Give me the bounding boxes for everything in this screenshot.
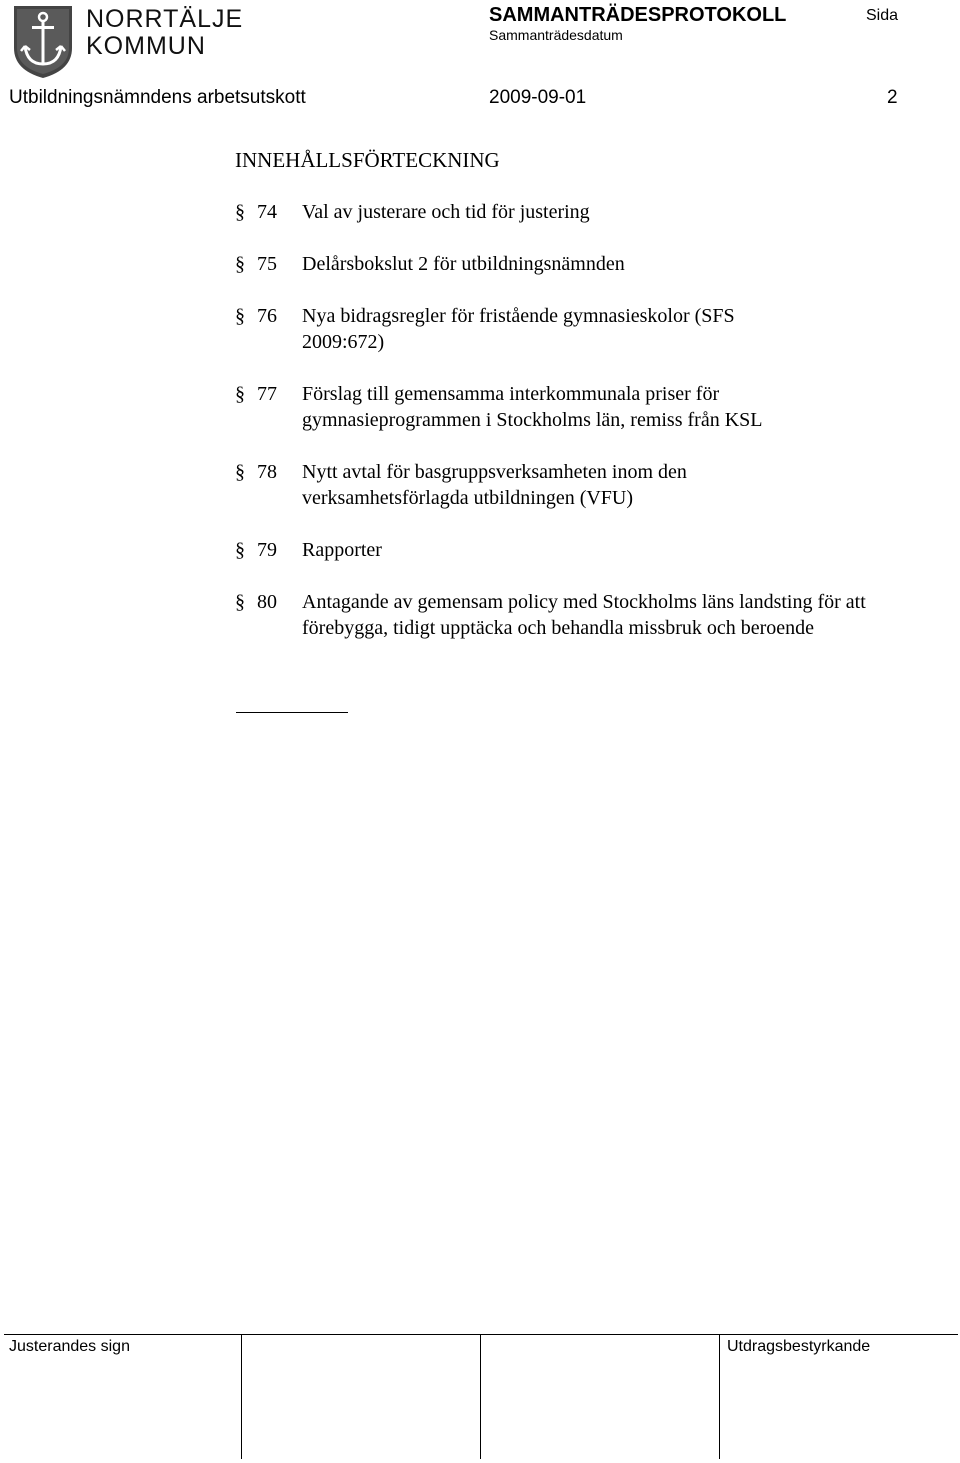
toc-item-text: Antagande av gemensam policy med Stockholms läns landsting för att förebygga, tidigt upptäcka och behandla missbruk och beroende (302, 591, 866, 639)
toc-item-text: Förslag till gemensamma interkommunala priser för gymnasieprogrammen i Stockholms län, remiss från KSL (302, 383, 763, 431)
toc-item-number: 77 (257, 383, 277, 405)
page-label: Sida (866, 7, 899, 24)
meeting-date: 2009-09-01 (489, 87, 587, 108)
toc-item-number: 75 (257, 253, 277, 275)
section-symbol: § (235, 201, 245, 223)
footer-extract-label: Utdragsbestyrkande (727, 1338, 871, 1355)
committee-name: Utbildningsnämndens arbetsutskott (9, 87, 306, 108)
protocol-date-label: Sammanträdesdatum (489, 27, 623, 43)
toc-item-number: 74 (257, 201, 277, 223)
toc-item-number: 79 (257, 539, 277, 561)
footer-sign-label: Justerandes sign (9, 1338, 130, 1355)
page-number: 2 (887, 87, 898, 108)
signature-box-divider (719, 1335, 720, 1459)
logo-text-line1: NORRTÄLJE (86, 5, 244, 33)
toc-item-number: 78 (257, 461, 277, 483)
section-symbol: § (235, 253, 245, 275)
toc-end-rule (236, 712, 348, 713)
toc-item-number: 76 (257, 305, 277, 327)
toc-item-number: 80 (257, 591, 277, 613)
municipality-crest-logo (12, 4, 74, 80)
toc-item-text: Rapporter (302, 539, 382, 561)
toc-heading: INNEHÅLLSFÖRTECKNING (235, 148, 500, 172)
section-symbol: § (235, 305, 245, 327)
section-symbol: § (235, 461, 245, 483)
section-symbol: § (235, 539, 245, 561)
signature-box-divider (480, 1335, 481, 1459)
section-symbol: § (235, 591, 245, 613)
logo-text-line2: KOMMUN (86, 32, 206, 60)
signature-box-divider (241, 1335, 242, 1459)
municipality-logo-text (86, 6, 243, 60)
section-symbol: § (235, 383, 245, 405)
footer-divider (4, 1334, 958, 1335)
toc-item-text: Nytt avtal för basgruppsverksamheten inom den verksamhetsförlagda utbildningen (VFU) (302, 461, 687, 509)
toc-item-text: Nya bidragsregler för fristående gymnasieskolor (SFS 2009:672) (302, 305, 735, 353)
toc-item-text: Delårsbokslut 2 för utbildningsnämnden (302, 253, 625, 275)
toc-item-text: Val av justerare och tid för justering (302, 201, 590, 223)
protocol-title: SAMMANTRÄDESPROTOKOLL (489, 4, 787, 26)
